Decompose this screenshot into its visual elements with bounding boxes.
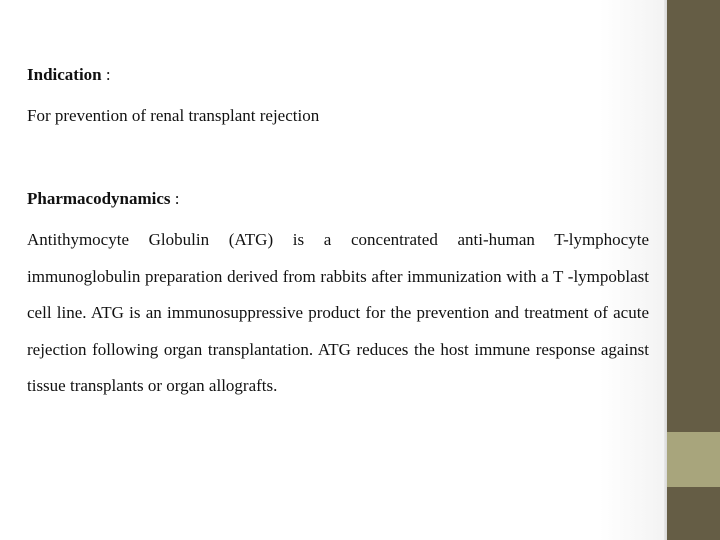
pharmacodynamics-heading-line <box>27 189 649 209</box>
indication-heading-line <box>27 65 649 85</box>
indication-text: For prevention of renal transplant rejection <box>27 106 320 125</box>
sidebar-dark-block <box>667 0 720 432</box>
indication-separator: : <box>101 65 111 84</box>
pharmacodynamics-separator: : <box>170 189 180 208</box>
indication-heading: Indication <box>27 65 102 84</box>
pharmacodynamics-heading: Pharmacodynamics <box>27 189 171 208</box>
sidebar-bottom-block <box>667 487 720 540</box>
sidebar-accent-block <box>667 432 720 487</box>
pharmacodynamics-paragraph: Antithymocyte Globulin (ATG) is a concentrated anti-human T-lymphocyte immunoglobulin preparation derived from rabbits after immunization with a T -lympoblast cell line. ATG is an immunosuppressive product for the prevention and treatment of acute rejection following organ transplantation. ATG reduces the host immune response against tissue transplants or organ allografts. <box>27 230 649 395</box>
